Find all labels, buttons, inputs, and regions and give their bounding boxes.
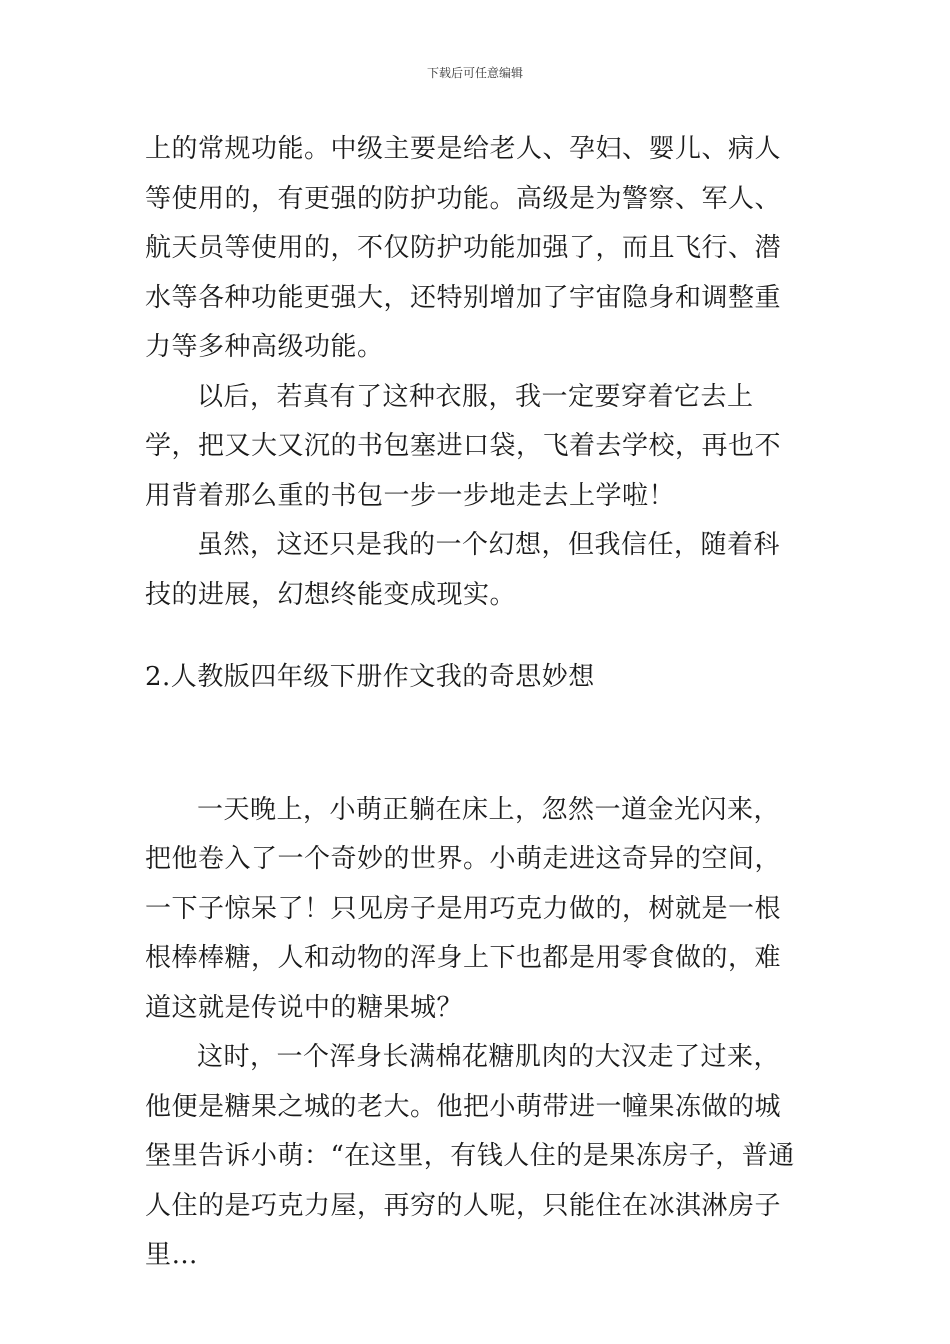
paragraph-1: 上的常规功能。中级主要是给老人、孕妇、婴儿、病人等使用的，有更强的防护功能。高级是为警察、军人、航天员等使用的，不仅防护功能加强了，而且飞行、潜水等各种功能更强大，还特别增加了宇宙隐身和调整重力等多种高级功能。 (145, 134, 782, 362)
paragraph-4: 一天晚上，小萌正躺在床上，忽然一道金光闪来，把他卷入了一个奇妙的世界。小萌走进这奇异的空间，一下子惊呆了！只见房子是用巧克力做的，树就是一根根棒棒糖，人和动物的浑身上下也都是用零食做的，难道这就是传说中的糖果城？ (145, 794, 782, 1023)
paragraph-5: 这时，一个浑身长满棉花糖肌肉的大汉走了过来，他便是糖果之城的老大。他把小萌带进一幢果冻做的城堡里告诉小萌：“在这里，有钱人住的是果冻房子，普通人住的是巧克力屋，再穷的人呢，只能住在冰淇淋房子里… (145, 1042, 795, 1270)
paragraph-2: 以后，若真有了这种衣服，我一定要穿着它去上学，把又大又沉的书包塞进口袋，飞着去学校，再也不用背着那么重的书包一步一步地走去上学啦！ (145, 381, 782, 511)
document-body (145, 125, 805, 1281)
page-header: 下载后可任意编辑 (426, 66, 523, 80)
section-heading: 2.人教版四年级下册作文我的奇思妙想 (145, 662, 595, 692)
paragraph-3: 虽然，这还只是我的一个幻想，但我信任，随着科技的进展，幻想终能变成现实。 (145, 530, 781, 610)
